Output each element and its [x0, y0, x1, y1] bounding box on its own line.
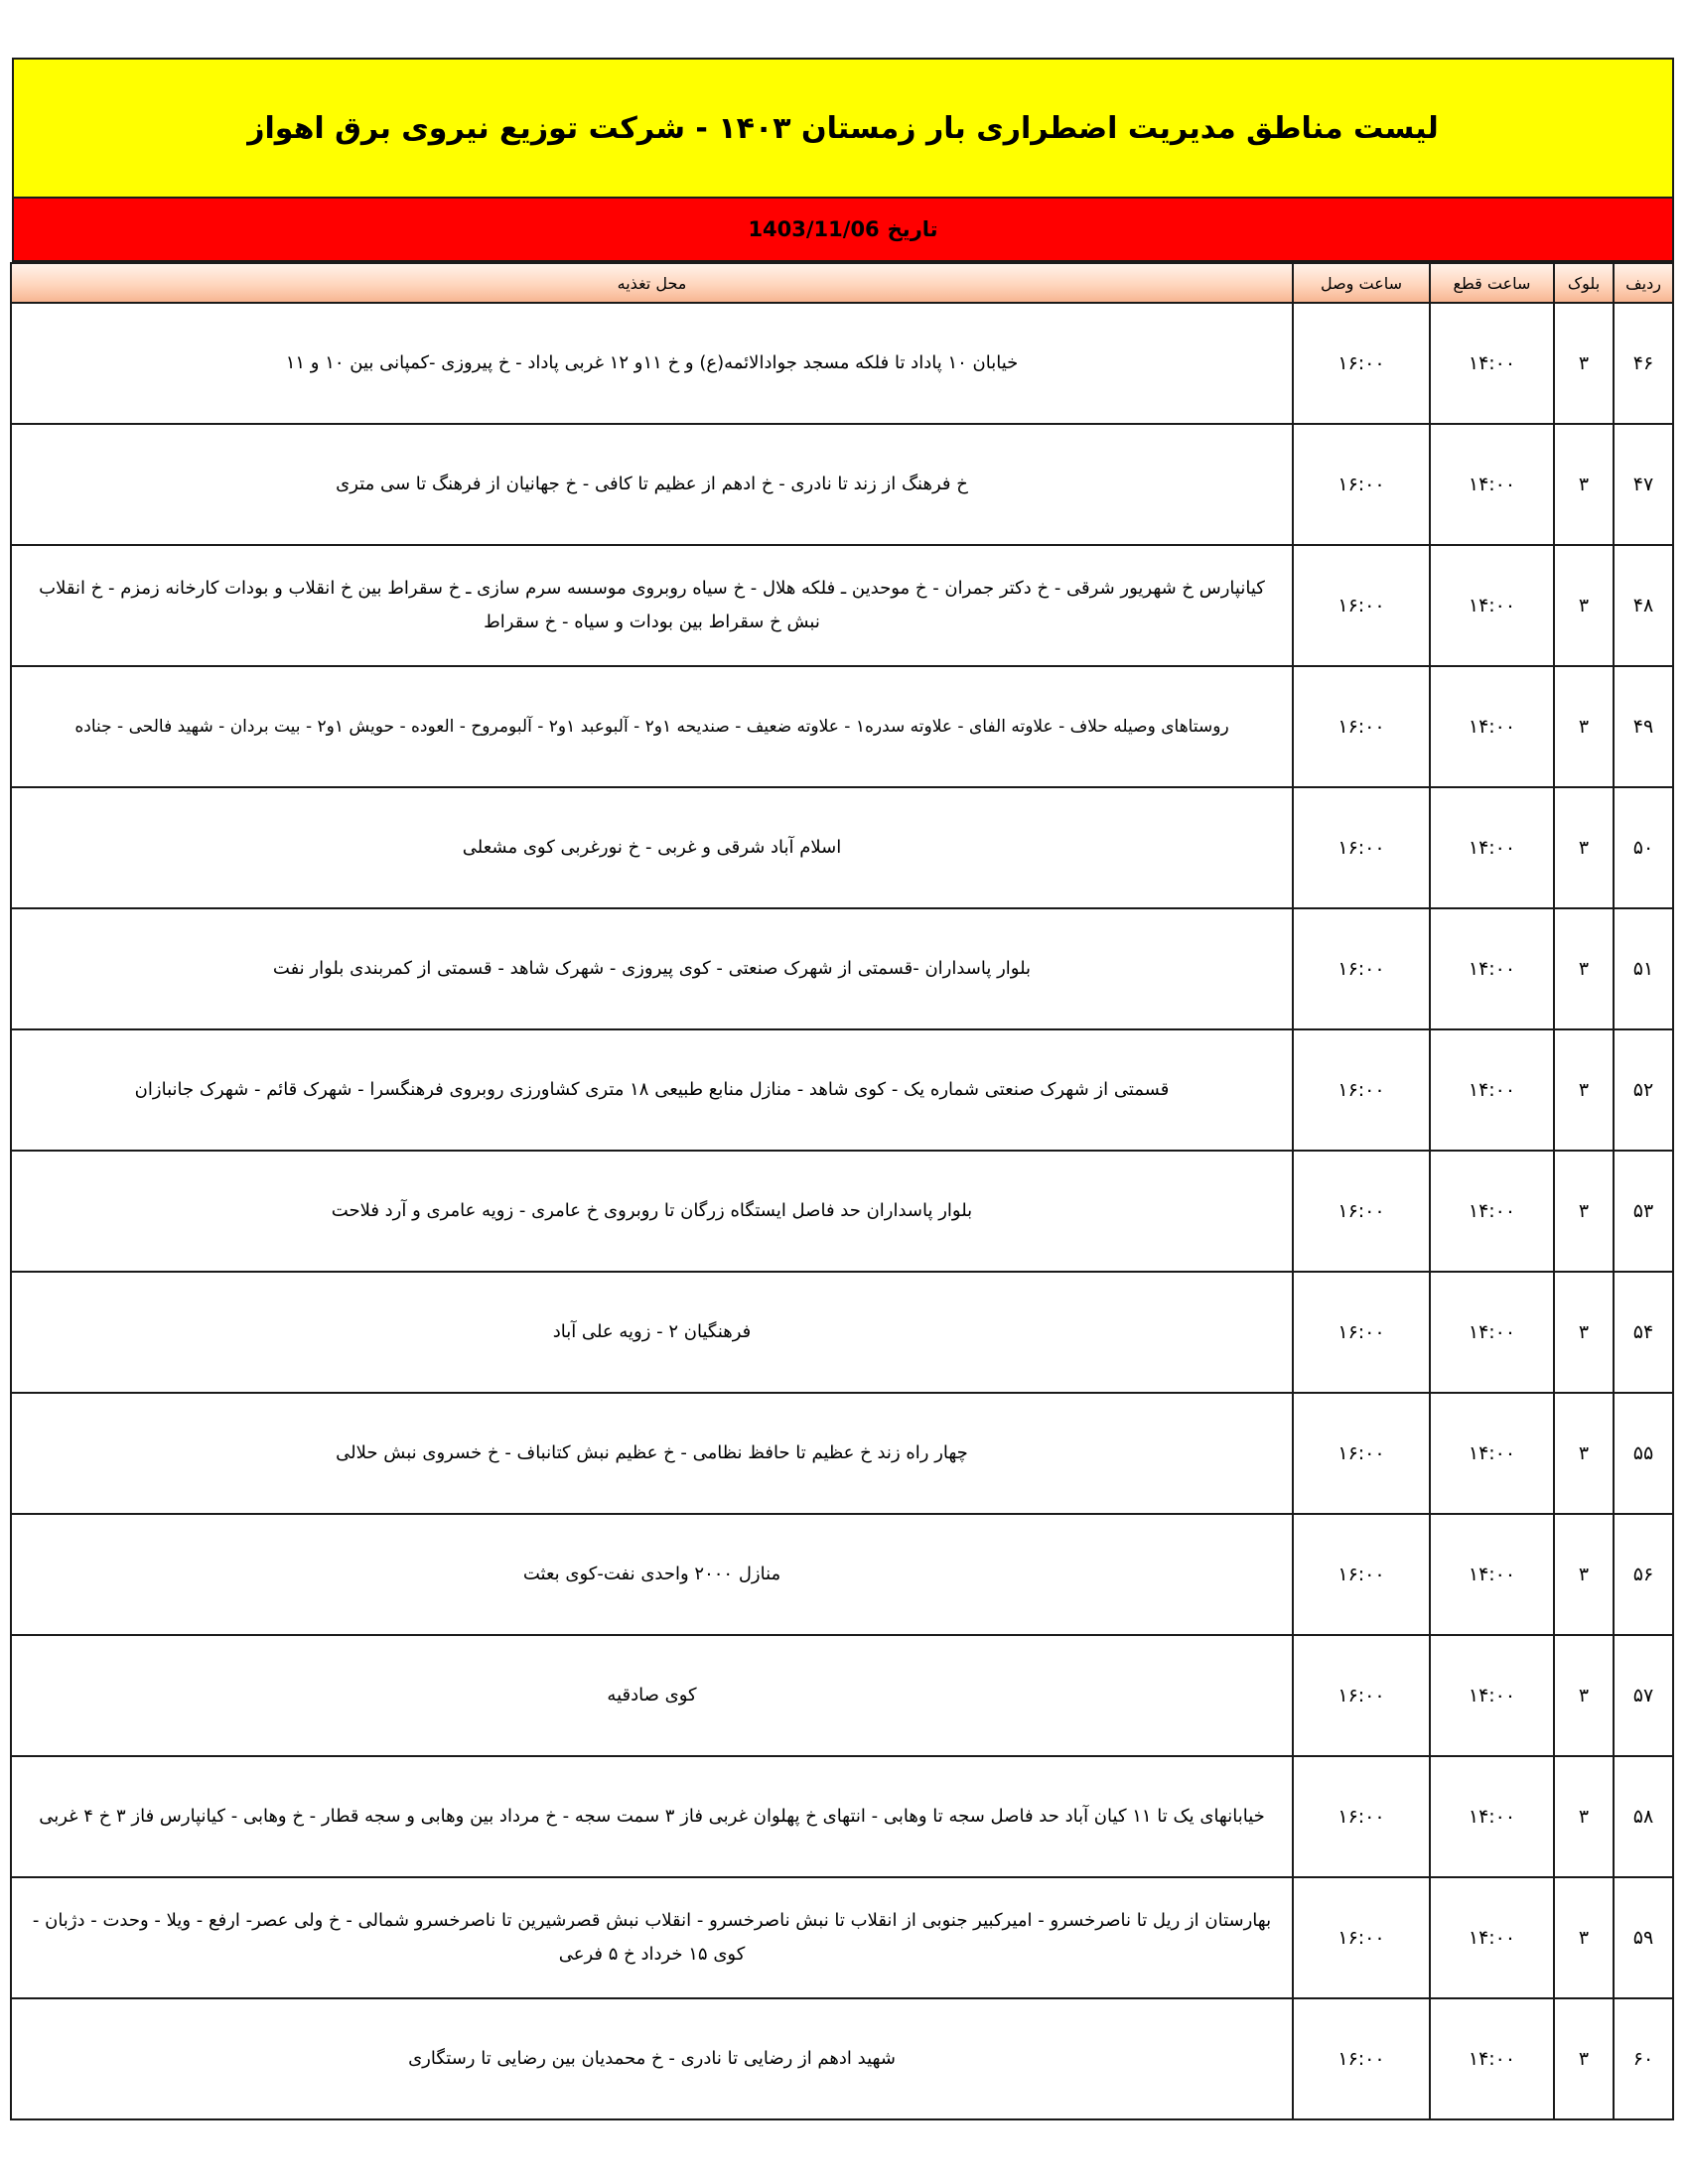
- table-row: [11, 1756, 1673, 1877]
- page-title: [12, 58, 1674, 199]
- location-cell: قسمتی از شهرک صنعتی شماره یک - کوی شاهد - منازل منابع طبیعی ۱۸ متری کشاورزی روبروی فرهنگسرا - شهرک قائم - شهرک جانبازان: [11, 1029, 1293, 1151]
- cut-time-cell: ۱۴:۰۰: [1430, 545, 1554, 666]
- block-cell: ۳: [1554, 1272, 1614, 1393]
- row-number-cell: ۵۳: [1614, 1151, 1673, 1272]
- connect-time-cell: ۱۶:۰۰: [1293, 1151, 1430, 1272]
- block-cell: ۳: [1554, 908, 1614, 1029]
- table-row: [11, 303, 1673, 424]
- table-row: [11, 908, 1673, 1029]
- block-cell: ۳: [1554, 1998, 1614, 2119]
- header-row-number: ردیف: [1614, 263, 1673, 303]
- connect-time-cell: ۱۶:۰۰: [1293, 908, 1430, 1029]
- row-number-cell: ۵۲: [1614, 1029, 1673, 1151]
- location-cell: بلوار پاسداران حد فاصل ایستگاه زرگان تا روبروی خ عامری - زویه عامری و آرد فلاحت: [11, 1151, 1293, 1272]
- block-cell: ۳: [1554, 1877, 1614, 1998]
- row-number-cell: ۵۷: [1614, 1635, 1673, 1756]
- connect-time-cell: ۱۶:۰۰: [1293, 666, 1430, 787]
- header-block: بلوک: [1554, 263, 1614, 303]
- block-cell: ۳: [1554, 1514, 1614, 1635]
- row-number-cell: ۵۹: [1614, 1877, 1673, 1998]
- cut-time-cell: ۱۴:۰۰: [1430, 1998, 1554, 2119]
- date-label: تاریخ: [887, 217, 938, 241]
- table-row: [11, 1998, 1673, 2119]
- block-cell: ۳: [1554, 424, 1614, 545]
- row-number-cell: ۴۶: [1614, 303, 1673, 424]
- connect-time-cell: ۱۶:۰۰: [1293, 787, 1430, 908]
- table-row: [11, 545, 1673, 666]
- location-cell: منازل ۲۰۰۰ واحدی نفت-کوی بعثت: [11, 1514, 1293, 1635]
- table-row: [11, 1877, 1673, 1998]
- cut-time-cell: ۱۴:۰۰: [1430, 1029, 1554, 1151]
- location-cell: کوی صادقیه: [11, 1635, 1293, 1756]
- outage-schedule-sheet: [12, 58, 1674, 2120]
- row-number-cell: ۵۰: [1614, 787, 1673, 908]
- row-number-cell: ۶۰: [1614, 1998, 1673, 2119]
- block-cell: ۳: [1554, 1756, 1614, 1877]
- cut-time-cell: ۱۴:۰۰: [1430, 1151, 1554, 1272]
- cut-time-cell: ۱۴:۰۰: [1430, 787, 1554, 908]
- cut-time-cell: ۱۴:۰۰: [1430, 666, 1554, 787]
- block-cell: ۳: [1554, 787, 1614, 908]
- cut-time-cell: ۱۴:۰۰: [1430, 1635, 1554, 1756]
- date-value: 1403/11/06: [748, 217, 880, 241]
- block-cell: ۳: [1554, 1393, 1614, 1514]
- connect-time-cell: ۱۶:۰۰: [1293, 1029, 1430, 1151]
- table-row: [11, 1029, 1673, 1151]
- connect-time-cell: ۱۶:۰۰: [1293, 1877, 1430, 1998]
- cut-time-cell: ۱۴:۰۰: [1430, 424, 1554, 545]
- connect-time-cell: ۱۶:۰۰: [1293, 1998, 1430, 2119]
- location-cell: شهید ادهم از رضایی تا نادری - خ محمدیان بین رضایی تا رستگاری: [11, 1998, 1293, 2119]
- location-cell: کیانپارس خ شهریور شرقی - خ دکتر جمران - خ موحدین ـ فلکه هلال - خ سیاه روبروی موسسه سرم سازی ـ خ سقراط بین خ انقلاب و بودات کارخانه زمزم - خ انقلاب نبش خ سقراط بین بودات و سیاه - خ سقراط: [11, 545, 1293, 666]
- row-number-cell: ۵۱: [1614, 908, 1673, 1029]
- location-cell: چهار راه زند خ عظیم تا حافظ نظامی - خ عظیم نبش کتانباف - خ خسروی نبش حلالی: [11, 1393, 1293, 1514]
- cut-time-cell: ۱۴:۰۰: [1430, 1514, 1554, 1635]
- connect-time-cell: ۱۶:۰۰: [1293, 1514, 1430, 1635]
- location-cell: فرهنگیان ۲ - زویه علی آباد: [11, 1272, 1293, 1393]
- cut-time-cell: ۱۴:۰۰: [1430, 1756, 1554, 1877]
- connect-time-cell: ۱۶:۰۰: [1293, 424, 1430, 545]
- table-row: [11, 424, 1673, 545]
- title-text: لیست مناطق مدیریت اضطراری بار زمستان ۱۴۰۳ - شرکت توزیع نیروی برق اهواز: [247, 110, 1439, 146]
- location-cell: بهارستان از ریل تا ناصرخسرو - امیرکبیر جنوبی از انقلاب تا نبش ناصرخسرو - انقلاب نبش قصرشیرین تا ناصرخسرو شمالی - خ ولی عصر- ارفع - ویلا - وحدت - دژبان - کوی ۱۵ خرداد خ ۵ فرعی: [11, 1877, 1293, 1998]
- cut-time-cell: ۱۴:۰۰: [1430, 1272, 1554, 1393]
- block-cell: ۳: [1554, 1029, 1614, 1151]
- block-cell: ۳: [1554, 1635, 1614, 1756]
- header-connect-time: ساعت وصل: [1293, 263, 1430, 303]
- table-row: [11, 1635, 1673, 1756]
- block-cell: ۳: [1554, 666, 1614, 787]
- row-number-cell: ۵۸: [1614, 1756, 1673, 1877]
- table-row: [11, 1514, 1673, 1635]
- location-cell: بلوار پاسداران -قسمتی از شهرک صنعتی - کوی پیروزی - شهرک شاهد - قسمتی از کمربندی بلوار نفت: [11, 908, 1293, 1029]
- connect-time-cell: ۱۶:۰۰: [1293, 1635, 1430, 1756]
- row-number-cell: ۵۴: [1614, 1272, 1673, 1393]
- cut-time-cell: ۱۴:۰۰: [1430, 303, 1554, 424]
- block-cell: ۳: [1554, 1151, 1614, 1272]
- table-row: [11, 1151, 1673, 1272]
- cut-time-cell: ۱۴:۰۰: [1430, 1393, 1554, 1514]
- cut-time-cell: ۱۴:۰۰: [1430, 908, 1554, 1029]
- row-number-cell: ۴۷: [1614, 424, 1673, 545]
- connect-time-cell: ۱۶:۰۰: [1293, 1272, 1430, 1393]
- location-cell: اسلام آباد شرقی و غربی - خ نورغربی کوی مشعلی: [11, 787, 1293, 908]
- connect-time-cell: ۱۶:۰۰: [1293, 1393, 1430, 1514]
- cut-time-cell: ۱۴:۰۰: [1430, 1877, 1554, 1998]
- connect-time-cell: ۱۶:۰۰: [1293, 1756, 1430, 1877]
- connect-time-cell: ۱۶:۰۰: [1293, 303, 1430, 424]
- block-cell: ۳: [1554, 303, 1614, 424]
- location-cell: روستاهای وصیله حلاف - علاوته الفای - علاوته سدره۱ - علاوته ضعیف - صندیحه ۱و۲ - آلبوعبد ۱و۲ - آلبومروح - العوده - حویش ۱و۲ - بیت بردان - شهید فالحی - جناده: [11, 666, 1293, 787]
- schedule-table: [10, 262, 1674, 2120]
- row-number-cell: ۴۸: [1614, 545, 1673, 666]
- table-row: [11, 666, 1673, 787]
- row-number-cell: ۵۵: [1614, 1393, 1673, 1514]
- location-cell: خیابانهای یک تا ۱۱ کیان آباد حد فاصل سجه تا وهابی - انتهای خ پهلوان غربی فاز ۳ سمت سجه - خ مرداد بین وهابی و سجه قطار - خ وهابی - کیانپارس فاز ۳ خ ۴ غربی: [11, 1756, 1293, 1877]
- header-location: محل تغذیه: [11, 263, 1293, 303]
- table-header-row: [11, 263, 1673, 303]
- table-row: [11, 1393, 1673, 1514]
- row-number-cell: ۴۹: [1614, 666, 1673, 787]
- date-banner: [12, 199, 1674, 262]
- row-number-cell: ۵۶: [1614, 1514, 1673, 1635]
- connect-time-cell: ۱۶:۰۰: [1293, 545, 1430, 666]
- block-cell: ۳: [1554, 545, 1614, 666]
- location-cell: خیابان ۱۰ پاداد تا فلکه مسجد جوادالائمه(ع) و خ ۱۱و ۱۲ غربی پاداد - خ پیروزی -کمپانی بین ۱۰ و ۱۱: [11, 303, 1293, 424]
- header-cut-time: ساعت قطع: [1430, 263, 1554, 303]
- table-row: [11, 787, 1673, 908]
- table-row: [11, 1272, 1673, 1393]
- location-cell: خ فرهنگ از زند تا نادری - خ ادهم از عظیم تا کافی - خ جهانیان از فرهنگ تا سی متری: [11, 424, 1293, 545]
